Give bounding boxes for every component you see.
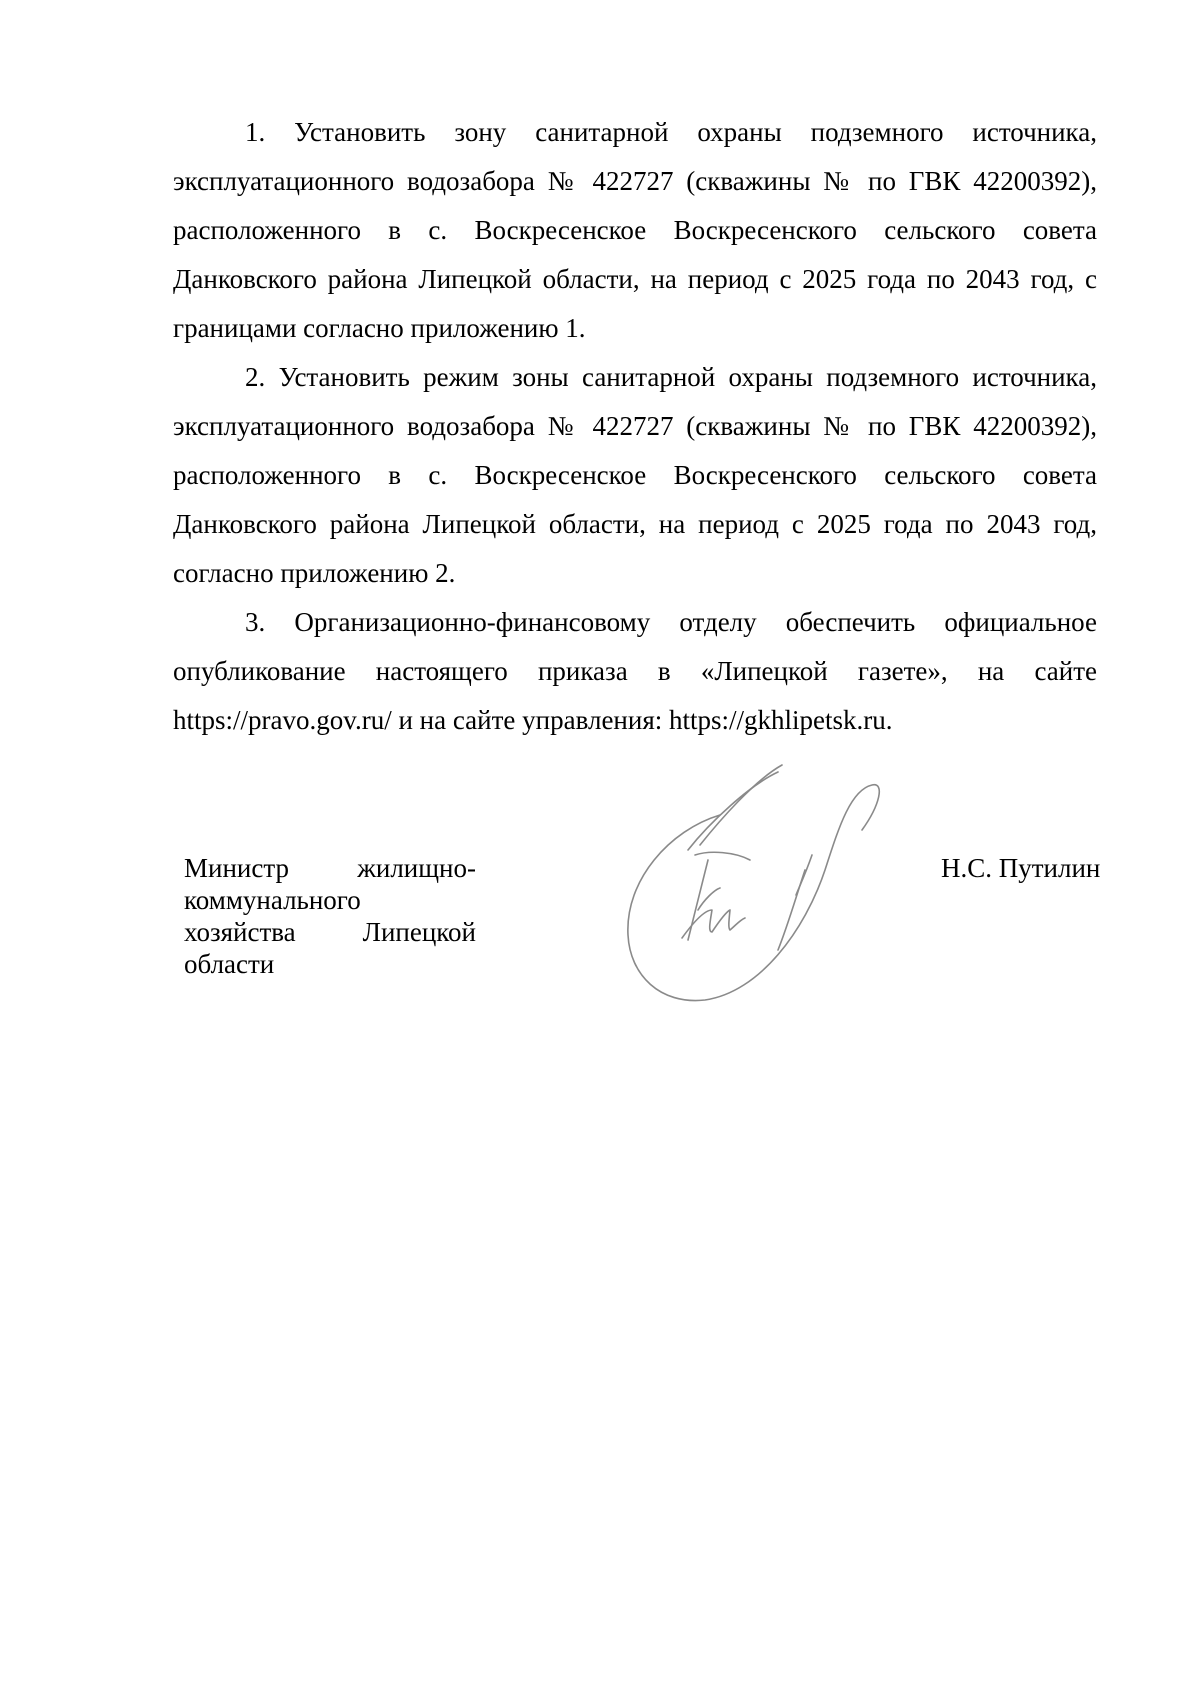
paragraph-1: 1. Установить зону санитарной охраны подземного источника, эксплуатационного водозабора № 422727 (скважины № по ГВК 42200392), расположенного в с. Воскресенское Воскресенского сельского совета Данковского района Липецкой области, на период с 2025 года по 2043 год, с границами согласно приложению 1.: [173, 117, 1097, 343]
paragraph-3: 3. Организационно-финансовому отделу обеспечить официальное опубликование настоящего приказа в «Липецкой газете», на сайте https://pravo.gov.ru/ и на сайте управления: https://gkhlipetsk.ru.: [173, 607, 1097, 735]
signer-name: Н.С. Путилин: [941, 853, 1101, 883]
paragraph-2: 2. Установить режим зоны санитарной охраны подземного источника, эксплуатационного водозабора № 422727 (скважины № по ГВК 42200392), расположенного в с. Воскресенское Воскресенского сельского совета Данковского района Липецкой области, на период с 2025 года по 2043 год, согласно приложению 2.: [173, 362, 1097, 588]
signer-position: Министр жилищно-коммунального хозяйства Липецкой области: [184, 853, 476, 979]
handwritten-signature: [600, 760, 900, 1020]
